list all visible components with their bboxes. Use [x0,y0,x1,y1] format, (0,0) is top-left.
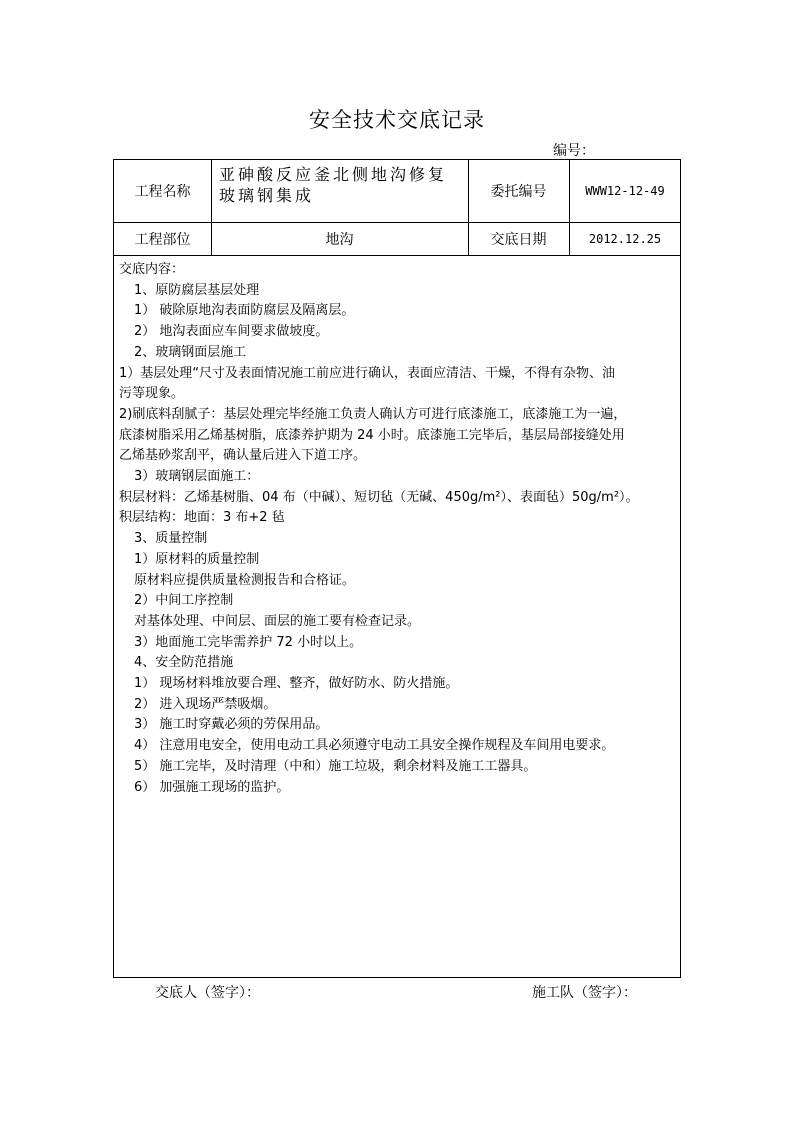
number-label: 编号： [553,143,595,159]
project-name-value: 亚砷酸反应釜北侧地沟修复玻璃钢集成 [219,165,448,205]
construction-team-signature: 施工队（签字）： [532,985,637,1001]
part-value: 地沟 [325,231,354,248]
content-label: 交底内容： [119,262,185,277]
content-line: 1） 现场材料堆放要合理、整齐，做好防水、防火措施。 [134,676,459,692]
content-line: 5） 施工完毕，及时清理（中和）施工垃圾，剩余材料及施工工器具。 [134,758,537,774]
disclosure-content [119,260,675,798]
content-line: 1） 破除原地沟表面防腐层及隔离层。 [134,303,355,319]
content-line: 4） 注意用电安全，使用电动工具必须遵守电动工具安全操作规程及车间用电要求。 [134,738,615,754]
content-line: 6） 加强施工现场的监护。 [134,779,290,795]
content-line: 2）中间工序控制 [134,593,234,609]
content-line: 2） 进入现场严禁吸烟。 [134,696,277,712]
content-line: 3）玻璃钢层面施工： [134,469,260,485]
content-line: 2)刷底料刮腻子：基层处理完毕经施工负责人确认方可进行底漆施工，底漆施工为一遍， [119,406,627,422]
content-line: 1、原防腐层基层处理 [134,282,260,298]
content-line: 积层结构：地面：3 布+2 毡 [119,510,285,526]
content-line: 3） 施工时穿戴必须的劳保用品。 [134,717,329,733]
content-line: 积层材料：乙烯基树脂、04 布（中碱）、短切毡（无碱、450g/m²）、表面毡）50g/m²）。 [119,489,639,505]
date-value: 2012.12.25 [588,231,662,246]
content-line: 1）原材料的质量控制 [134,551,260,567]
content-line: 2） 地沟表面应车间要求做坡度。 [134,324,329,340]
part-label: 工程部位 [134,231,191,248]
content-line: 3）地面施工完毕需养护 72 小时以上。 [134,634,363,650]
content-line: 对基体处理、中间层、面层的施工要有检查记录。 [134,613,421,629]
content-line: 3、质量控制 [134,531,208,547]
content-line: 乙烯基砂浆刮平，确认量后进入下道工序。 [119,448,367,464]
content-line: 污等现象。 [119,386,185,402]
commission-value: WWW12-12-49 [585,184,665,198]
content-line: 底漆树脂采用乙烯基树脂，底漆养护期为 24 小时。底漆施工完毕后，基层局部接缝处用 [119,427,625,443]
project-name-label: 工程名称 [134,184,191,200]
row-divider [114,255,680,256]
content-line: 原材料应提供质量检测报告和合格证。 [134,572,356,588]
commission-label: 委托编号 [490,184,547,200]
content-line: 2、玻璃钢面层施工 [134,344,247,360]
content-line: 4、安全防范措施 [134,655,234,671]
content-line: 1）基层处理“尺寸及表面情况施工前应进行确认，表面应清洁、干燥，不得有杂物、油 [119,365,616,381]
date-label: 交底日期 [490,231,547,248]
document-title: 安全技术交底记录 [309,108,485,132]
disclosure-table [113,159,681,978]
disclosure-person-signature: 交底人（签字）： [155,985,260,1001]
